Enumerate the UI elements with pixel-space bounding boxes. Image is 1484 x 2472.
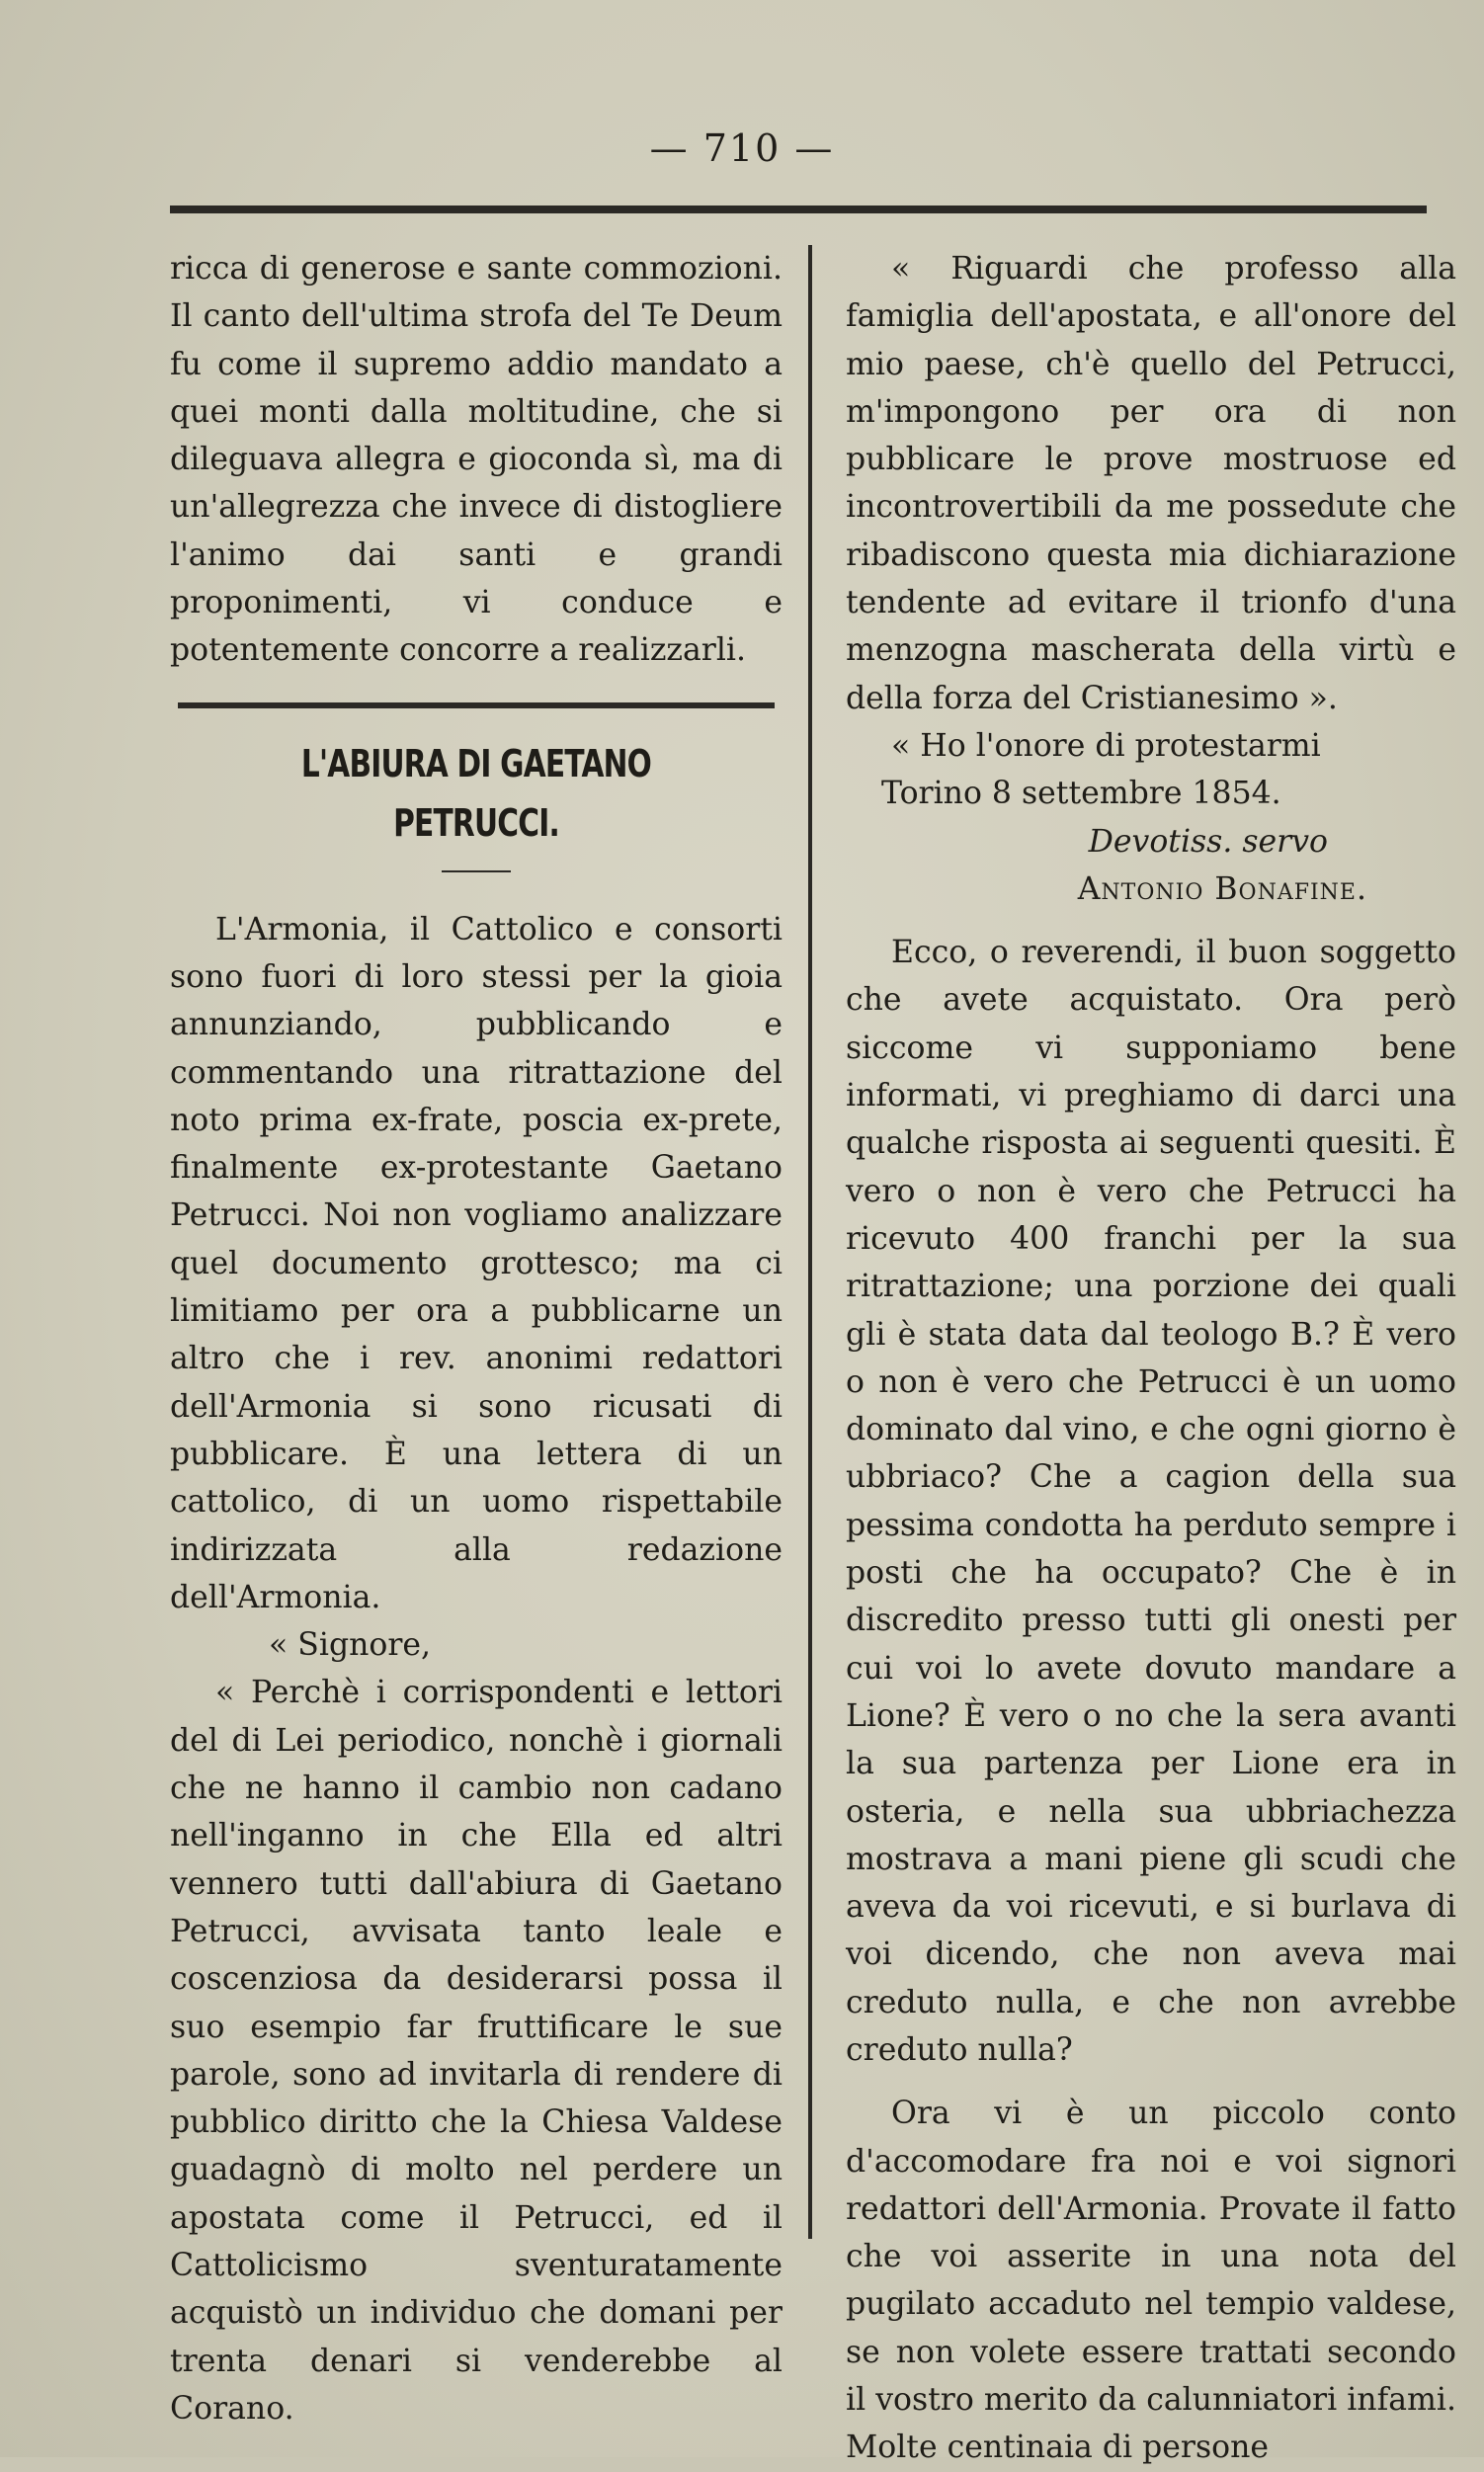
title-underline (442, 870, 511, 872)
letter-closing: « Ho l'onore di protestarmi (891, 727, 1321, 764)
column-divider (808, 245, 812, 2239)
top-rule (170, 206, 1427, 213)
signature-name: Antonio Bonafine. (1077, 870, 1367, 907)
letter-paragraph-1: « Perchè i corrispondenti e lettori del di Lei periodico, nonchè i giornali che ne hanno il cambio non cadano nell'inganno in che Ella ed altri vennero tutti dall'abiura di Gaetano Petrucci, avvisata tanto leale e coscenziosa da desiderarsi possa il suo esempio far fruttificare le sue parole, sono ad invitarla di rendere di pubblico diritto che la Chiesa Valdese guadagnò di molto nel perdere un apostata come il Petrucci, ed il Cattolicismo sventuratamente acquistò un individuo che domani per trenta denari si venderebbe al Corano. (170, 1675, 783, 2427)
spacer (846, 2074, 1456, 2090)
spacer (846, 913, 1456, 929)
article-paragraph-3: Ora vi è un piccolo conto d'accomodare fra noi e voi signori redattori dell'Armonia. Provate il fatto che voi asserite in una nota del pugilato accaduto nel tempio valdese, se non volete essere trattati secondo il vostro merito da calunniatori infami. Molte centinaia di persone (846, 2096, 1456, 2466)
intro-paragraph: ricca di generose e sante commozioni. Il canto dell'ultima strofa del Te Deum fu come il supremo addio mandato a quei monti dalla moltitudine, che si dileguava allegra e gioconda sì, ma di un'allegrezza che invece di distogliere l'animo dai santi e grandi proponimenti, vi conduce e potentemente concorre a realizzarli. (170, 251, 783, 669)
heading-rule (178, 702, 775, 708)
letter-paragraph-2: « Riguardi che professo alla famiglia dell'apostata, e all'onore del mio paese, ch'è quello del Petrucci, m'impongono per ora di non pubblicare le prove mostruose ed incontrovertibili da me possedute che ribadiscono questa mia dichiarazione tendente ad evitare il trionfo d'una menzogna mascherata della virtù e della forza del Cristianesimo ». (846, 251, 1456, 716)
article-title: L'ABIURA DI GAETANO PETRUCCI. (300, 741, 652, 845)
article-paragraph-2: Ecco, o reverendi, il buon soggetto che avete acquistato. Ora però siccome vi supponiamo bene informati, vi preghiamo di darci una qualche risposta ai seguenti quesiti. È vero o non è vero che Petrucci ha ricevuto 400 franchi per la sua ritrattazione; una porzione dei quali gli è stata data dal teologo B.? È vero o non è vero che Petrucci è un uomo dominato dal vino, e che ogni giorno è ubbriaco? Che a cagion della sua pessima condotta ha perduto sempre i posti che ha occupato? Che è in discredito presso tutti gli onesti per cui voi lo avete dovuto mandare a Lione? È vero o no che la sera avanti la sua partenza per Lione era in osteria, e nella sua ubbriachezza mostrava a mani piene gli scudi che aveva da voi ricevuti, e si burlava di voi dicendo, che non aveva mai creduto nulla, e che non avrebbe creduto nulla? (846, 935, 1456, 2068)
article-paragraph-1: L'Armonia, il Cattolico e consorti sono fuori di loro stessi per la gioia annunziando, pubblicando e commentando una ritrattazione del noto prima ex-frate, poscia ex-prete, finalmente ex-protestante Gaetano Petrucci. Noi non vogliamo analizzare quel documento grottesco; ma ci limitiamo per ora a pubblicarne un altro che i rev. anonimi redattori dell'Armonia si sono ricusati di pubblicare. È una lettera di un cattolico, di un uomo rispettabile indirizzata alla redazione dell'Armonia. (170, 911, 783, 1615)
letter-salutation: « Signore, (269, 1627, 432, 1664)
left-column (170, 245, 783, 2432)
page-number: — 710 — (649, 126, 835, 170)
letter-date: Torino 8 settembre 1854. (881, 776, 1281, 812)
signature-role: Devotiss. servo (1088, 823, 1328, 860)
right-column (846, 245, 1456, 2472)
